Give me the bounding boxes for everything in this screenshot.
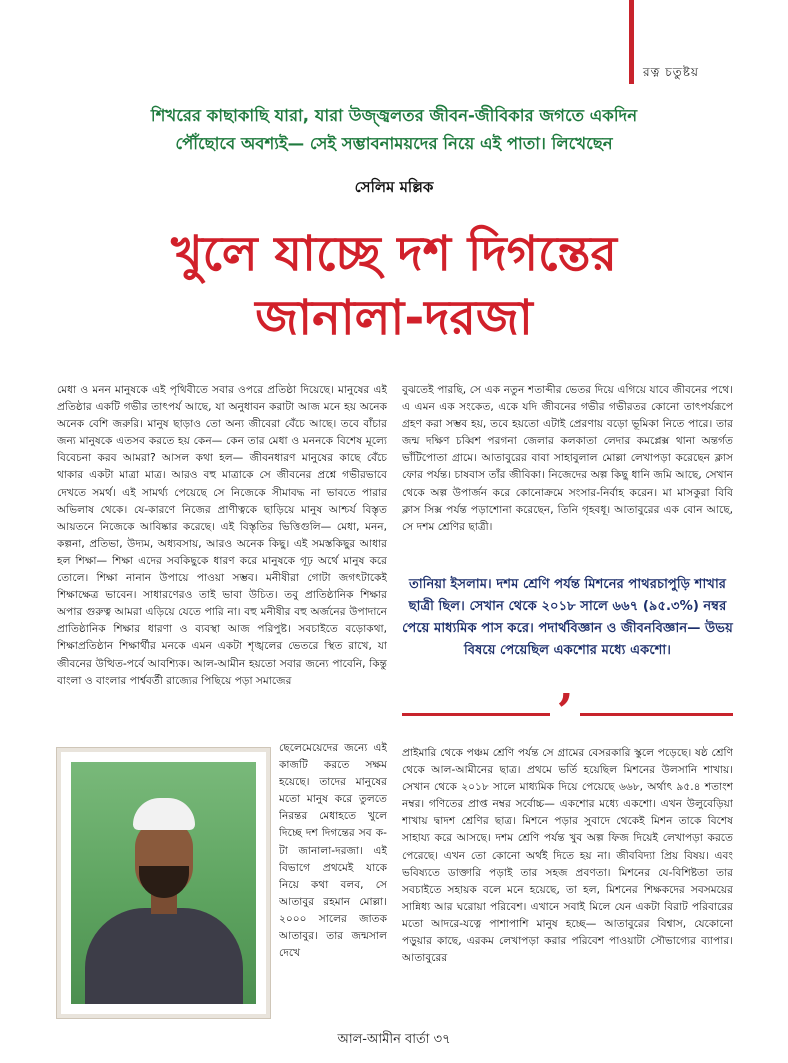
portrait-photo-frame — [57, 748, 270, 1018]
paragraph: মেধা ও মনন মানুষকে এই পৃথিবীতে সবার ওপরে প্রতিষ্ঠা দিয়েছে। মানুষের এই প্রতিষ্ঠার একটি গভীর তাৎপর্য আছে, যা অনুধাবন করাটা আজ মনে হয় অনেক অনেক বেশি জরুরি। মানুষ ছাড়াও তো অন্য জীবেরা বেঁচে আছে। তবে বাঁচার জন্য মানুষকে এতসব করতে হয় কেন— কেন তার মেধা ও মননকে বিশেষ মূল্যে বিবেচনা করব আমরা? আসল কথা হল— জীবনধারণ মানুষের কাছে বেঁচে থাকার একটা মাত্রা মাত্র। আরও বহু মাত্রাকে সে জীবনের প্রশ্নে গভীরভাবে দেখতে সমর্থ। এই সামর্থ্য পেয়েছে সে নিজেকে সীমাবদ্ধ না ভাবতে পারার অভিলাষ থেকে। যে-কারণে নিজের প্রাণীত্বকে ছাড়িয়ে মানুষ আশ্চর্য বিস্তৃত আয়তনে নিজেকে আবিষ্কার করেছে। এই বিস্তৃতির ভিত্তিগুলি— মেধা, মনন, কল্পনা, প্রতিভা, উদ্যম, অধ্যবসায়, আরও অনেক কিছু। এই সমস্তকিছুর আধার হল শিক্ষা— শিক্ষা এদের সবকিছুকে ধারণ করে মানুষকে গূঢ় অর্থে মানুষ করে তোলে। শিক্ষা নানান উপায়ে পাওয়া সম্ভব। মনীষীরা গোটা জগৎটাকেই শিক্ষাক্ষেত্র ভাবেন। সাধারণেরও তাই ভাবা উচিত। তবু প্রাতিষ্ঠানিক শিক্ষার অপার গুরুত্ব আমরা এড়িয়ে যেতে পারি না। বহু মনীষীর বহু অর্জনের উপাদানে প্রাতিষ্ঠানিক শিক্ষার ধারণা ও ব্যবস্থা আজ পরিপুষ্ট। সবচাইতে বড়োকথা, শিক্ষাপ্রতিষ্ঠান শিক্ষার্থীর মনকে এমন একটা শৃঙ্খলের ভেতরে স্থিত রাখে, যা জীবনের উত্থিত-পর্বে আবশ্যিক। আল-আমীন হয়তো সবার জন্যে পাবেনি, কিন্তু বাংলা ও বাংলার পার্শ্ববর্তী রাজ্যের পিছিয়ে পড়া সমাজের — [57, 384, 387, 687]
intro-line: পৌঁছোবে অবশ্যই— সেই সম্ভাবনাময়দের নিয়ে এই পাতা। লিখেছেন — [175, 134, 613, 153]
intro-blurb — [60, 102, 728, 158]
portrait-beard — [139, 866, 189, 898]
portrait-cap — [133, 798, 195, 830]
article-column-left-wrap — [279, 740, 387, 1030]
quote-mark-icon: ’ — [550, 692, 580, 732]
headline-line: খুলে যাচ্ছে দশ দিগন্তের — [171, 226, 617, 282]
page-footer: আল-আমীন বার্তা ৩৭ — [337, 1032, 451, 1047]
pull-quote: তানিয়া ইসলাম। দশম শ্রেণি পর্যন্ত মিশনের পাথরচাপুড়ি শাখার ছাত্রী ছিল। সেখান থেকে ২০১৮ সালে ৬৬৭ (৯৫.৩%) নম্বর পেয়ে মাধ্যমিক পাস করে। পদার্থবিজ্ঞান ও জীবনবিজ্ঞান— উভয় বিষয়ে পেয়েছিল একশোর মধ্যে একশো। — [402, 577, 733, 658]
article-column-right — [402, 382, 733, 554]
paragraph: প্রাইমারি থেকে পঞ্চম শ্রেণি পর্যন্ত সে গ্রামের বেসরকারি স্কুলে পড়েছে। ষষ্ঠ শ্রেণি থেকে আল-আমীনের ছাত্র। প্রথমে ভর্তি হয়েছিল মিশনের উলসানি শাখায়। সেখান থেকে ২০১৮ সালে মাধ্যমিক দিয়ে পেয়েছে ৬৬৮, অর্থাৎ ৯৫.৪ শতাংশ নম্বর। গণিতের প্রাপ্ত নম্বর সর্বোচ্চ— একশোর মধ্যে একশো। এখন উলুবেড়িয়া শাখায় দ্বাদশ শ্রেণির ছাত্র। মিশনে পড়ার সুবাদে থেকেই মিশন তাকে বিশেষ সাহায্য করে আসছে। দশম শ্রেণি পর্যন্ত খুব অল্প ফিজ দিয়েই লেখাপড়া করতে পেরেছে। এখন তো কোনো অর্থই দিতে হয় না। জীববিদ্যা প্রিয় বিষয়। এবং ভবিষ্যতে ডাক্তারি পড়াই তার সহজ প্রবণতা। মিশনের যে-বিশিষ্টতা তার সবচাইতে সহায়ক বলে মনে হয়েছে, তা হল, মিশনের শিক্ষকদের সবসময়ের সান্নিধ্য আর ঘরোয়া পরিবেশ। এখানে সবাই মিলে যেন একটা বিরাট পরিবারের মতো আদরে-যত্নে পাশাপাশি মানুষ হচ্ছে— আতাবুরের বিশ্বাস, যেকোনো পড়ুয়ার কাছে, এরকম লেখাপড়া করার পরিবেশ পাওয়াটা সৌভাগ্যের ব্যাপার। আতাবুরের — [402, 747, 733, 965]
paragraph: বুঝতেই পারছি, সে এক নতুন শতাব্দীর ভেতর দিয়ে এগিয়ে যাবে জীবনের পথে। এ এমন এক সংকেত, একে যদি জীবনের গভীর গভীরতর কোনো তাৎপর্যরূপে গ্রহণ করা সম্ভব হয়, তবে হয়তো এটাই প্রেরণায় বড়ো ভূমিকা নিতে পারে। তার জন্ম দক্ষিণ চব্বিশ পরগনা জেলার কলকাতা লেদার কমপ্লেক্স থানা অন্তর্গত ভাঁটিপোতা গ্রামে। আতাবুরের বাবা সাহাবুলাল মোল্লা লেখাপড়া করেছেন ক্লাস ফোর পর্যন্ত। চাষবাস তাঁর জীবিকা। নিজেদের অল্প কিছু ধানি জমি আছে, সেখান থেকে অল্প উপার্জন করে কোনোক্রমে সংসার-নির্বাহ করেন। মা মাসকুরা বিবি ক্লাস সিক্স পর্যন্ত পড়াশোনা করেছেন, তিনি গৃহবধূ। আতাবুরের এক বোন আছে, সে দশম শ্রেণির ছাত্রী। — [402, 384, 733, 533]
section-label: রত্ন চতুষ্টয় — [643, 65, 699, 79]
paragraph: ছেলেমেয়েদের জন্যে এই কাজটি করতে সক্ষম হয়েছে। তাদের মানুষের মতো মানুষ করে তুলতে নিরন্তর মেধাহতে খুলে দিচ্ছে দশ দিগন্তের সব ক-টা জানালা-দরজা। এই বিভাগে প্রথমেই যাকে নিয়ে কথা বলব, সে আতাবুর রহমান মোল্লা। ২০০০ সালের জাতক আতাবুর। তার জন্মসাল দেখে — [279, 742, 387, 960]
article-column-left — [57, 382, 387, 742]
article-headline — [60, 222, 728, 350]
intro-line: শিখরের কাছাকাছি যারা, যারা উজ্জ্বলতর জীবন-জীবিকার জগতে একদিন — [150, 106, 638, 125]
portrait-shirt — [85, 908, 243, 1004]
headline-line: জানালা-দরজা — [255, 290, 533, 346]
author-byline: সেলিম মল্লিক — [354, 178, 434, 196]
article-column-right-continued — [402, 745, 733, 1031]
portrait-photo — [71, 762, 256, 1004]
section-color-bar — [629, 0, 634, 84]
